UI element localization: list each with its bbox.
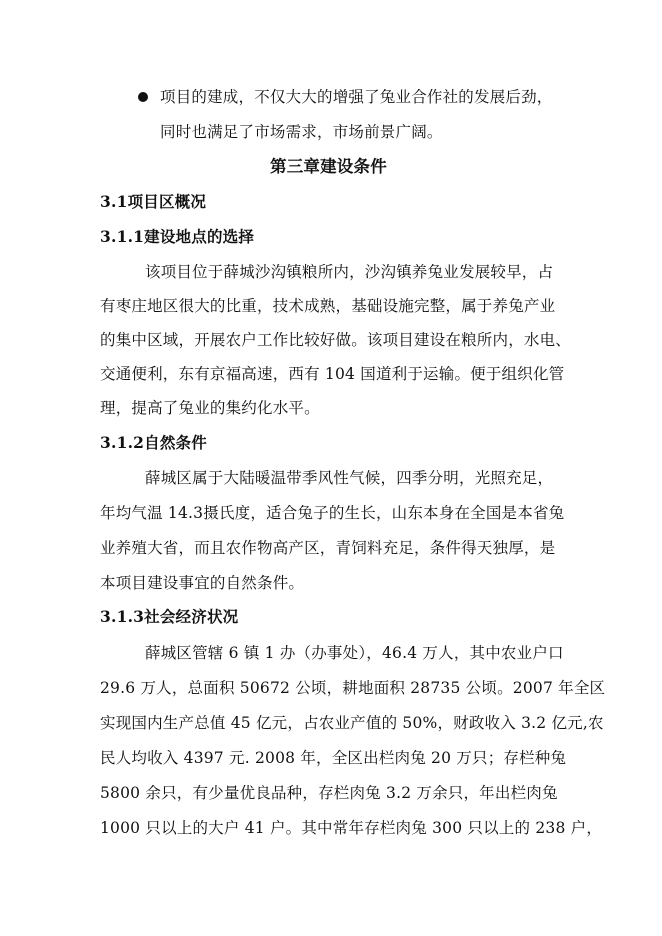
paragraph-line: 的集中区域，开展农户工作比较好做。该项目建设在粮所内，水电、 — [100, 331, 572, 349]
paragraph-line: 业养殖大省，而且农作物高产区，青饲料充足，条件得天独厚，是 — [100, 539, 556, 557]
bullet-text-line-1: 项目的建成，不仅大大的增强了兔业合作社的发展后劲， — [160, 88, 553, 106]
paragraph-line: 年均气温 14.3摄氏度，适合兔子的生长，山东本身在全国是本省兔 — [100, 504, 565, 522]
section-heading-3-1-2: 3.1.2自然条件 — [100, 433, 207, 452]
section-heading-3-1: 3.1项目区概况 — [100, 192, 207, 211]
paragraph-line: 薛城区属于大陆暖温带季风性气候，四季分明，光照充足， — [145, 469, 554, 487]
paragraph-line: 交通便利，东有京福高速，西有 104 国道利于运输。便于组织化管 — [100, 365, 565, 383]
chapter-title: 第三章建设条件 — [270, 157, 387, 176]
bullet-icon — [138, 92, 148, 102]
paragraph-line: 理，提高了兔业的集约化水平。 — [100, 399, 320, 417]
paragraph-line: 5800 余只，有少量优良品种，存栏肉兔 3.2 万余只，年出栏肉兔 — [100, 784, 558, 802]
paragraph-line: 29.6 万人，总面积 50672 公顷，耕地面积 28735 公顷。2007 年全区 — [100, 679, 606, 697]
paragraph-line: 该项目位于薛城沙沟镇粮所内，沙沟镇养兔业发展较早，占 — [145, 263, 554, 281]
paragraph-line: 有枣庄地区很大的比重，技术成熟，基础设施完整，属于养兔产业 — [100, 297, 556, 315]
section-heading-3-1-1: 3.1.1建设地点的选择 — [100, 227, 255, 246]
section-heading-3-1-3: 3.1.3社会经济状况 — [100, 607, 239, 626]
paragraph-line: 本项目建设事宜的自然条件。 — [100, 574, 305, 592]
paragraph-line: 实现国内生产总值 45 亿元，占农业产值的 50%，财政收入 3.2 亿元,农 — [100, 714, 604, 732]
paragraph-line: 民人均收入 4397 元. 2008 年，全区出栏肉兔 20 万只；存栏种兔 — [100, 749, 567, 767]
bullet-text-line-2: 同时也满足了市场需求，市场前景广阔。 — [160, 123, 443, 141]
paragraph-line: 薛城区管辖 6 镇 1 办（办事处），46.4 万人，其中农业户口 — [145, 644, 564, 662]
paragraph-line: 1000 只以上的大户 41 户。其中常年存栏肉兔 300 只以上的 238 户， — [100, 819, 603, 837]
